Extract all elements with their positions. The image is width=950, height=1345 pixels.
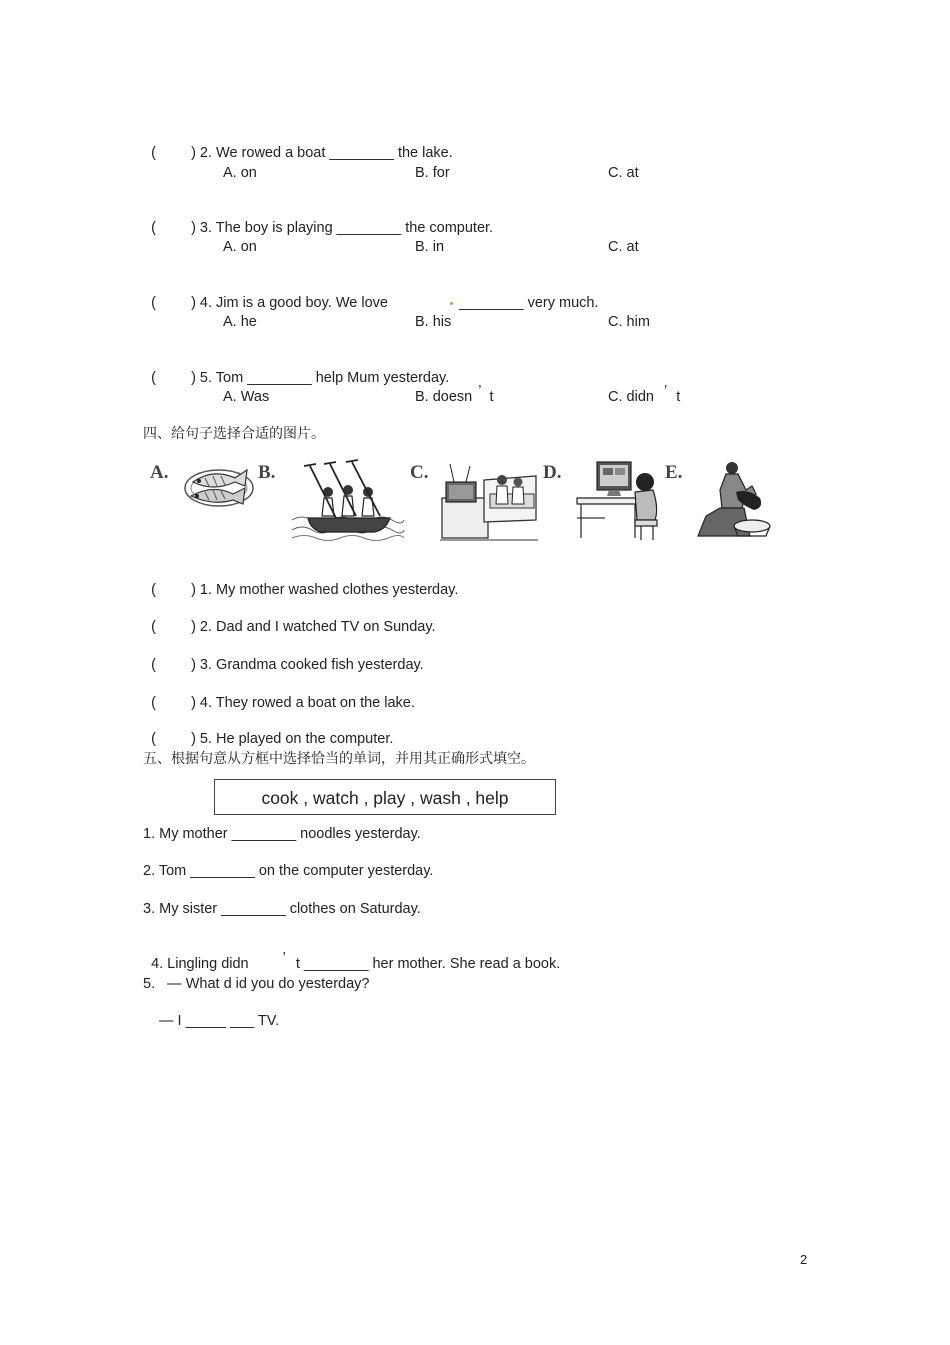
question-text: ) 2. Dad and I watched TV on Sunday. (191, 619, 436, 635)
apostrophe: ’ (282, 950, 286, 966)
computer-picture (575, 460, 661, 547)
picture-label-e: E. (665, 462, 683, 483)
answer-paren[interactable]: ( (151, 657, 156, 673)
q5-item-5-answer: — I _____ ___ TV. (159, 1013, 280, 1029)
question-text: ) 5. He played on the computer. (191, 731, 394, 747)
q4-item-4 (143, 676, 415, 712)
page-number: 2 (800, 1252, 808, 1267)
q5-item-4-part2: t ________ her mother. She read a book. (295, 956, 561, 972)
q5-item-3: 3. My sister ________ clothes on Saturday. (143, 901, 421, 917)
speck-dot (450, 302, 453, 305)
question-text: ) 3. The boy is playing ________ the computer. (191, 220, 494, 236)
q3-item-2 (143, 126, 453, 162)
question-text: ) 5. Tom ________ help Mum yesterday. (191, 370, 450, 386)
washing-clothes-picture (694, 460, 774, 547)
word-box: cook , watch , play , wash , help (214, 779, 556, 815)
option-b: B. his (415, 314, 452, 330)
answer-paren[interactable]: ( (151, 295, 156, 311)
option-c-text: C. didn (608, 389, 654, 405)
answer-paren[interactable]: ( (151, 731, 156, 747)
q3-item-5 (143, 351, 449, 387)
answer-paren[interactable]: ( (151, 220, 156, 236)
fish-plate-picture (183, 460, 255, 517)
picture-label-a: A. (150, 462, 169, 483)
apostrophe: ’ (663, 383, 668, 399)
option-a: A. on (223, 239, 257, 255)
q5-item-2: 2. Tom ________ on the computer yesterday. (143, 863, 434, 879)
option-b-t: t (489, 389, 494, 405)
q4-item-1 (143, 563, 458, 599)
apostrophe: ’ (478, 383, 482, 399)
option-a: A. he (223, 314, 257, 330)
option-c: C. at (608, 239, 639, 255)
question-text-cont: ________ very much. (459, 295, 599, 311)
picture-label-b: B. (258, 462, 276, 483)
q5-item-4-part1: 4. Lingling didn (151, 956, 249, 972)
question-text: ) 4. Jim is a good boy. We love (191, 295, 388, 311)
answer-paren[interactable]: ( (151, 370, 156, 386)
picture-label-c: C. (410, 462, 429, 483)
answer-paren[interactable]: ( (151, 145, 156, 161)
picture-label-d: D. (543, 462, 562, 483)
option-a: A. on (223, 165, 257, 181)
q5-item-1: 1. My mother ________ noodles yesterday. (143, 826, 421, 842)
q3-item-4 (143, 276, 388, 312)
section4-heading: 四、给句子选择合适的图片。 (143, 426, 325, 442)
q3-item-3 (143, 201, 493, 237)
q4-item-3 (143, 638, 424, 674)
question-text: ) 1. My mother washed clothes yesterday. (191, 582, 459, 598)
answer-paren[interactable]: ( (151, 582, 156, 598)
rowing-boat-picture (290, 458, 405, 547)
option-c-t: t (676, 389, 681, 405)
watching-tv-picture (440, 460, 538, 547)
q4-item-5 (143, 712, 393, 748)
option-b: B. in (415, 239, 445, 255)
option-b: B. for (415, 165, 450, 181)
option-b (415, 383, 494, 406)
question-text: ) 4. They rowed a boat on the lake. (191, 695, 415, 711)
q4-item-2 (143, 600, 436, 636)
q5-item-5-question: 5. — What d id you do yesterday? (143, 976, 370, 992)
answer-paren[interactable]: ( (151, 695, 156, 711)
q3-item-4-cont (442, 276, 599, 312)
option-c: C. him (608, 314, 650, 330)
q5-item-4 (143, 937, 561, 973)
option-c (608, 383, 681, 406)
section5-heading: 五、根据句意从方框中选择恰当的单词，并用其正确形式填空。 (143, 751, 535, 767)
question-text: ) 3. Grandma cooked fish yesterday. (191, 657, 424, 673)
question-text: ) 2. We rowed a boat ________ the lake. (191, 145, 453, 161)
answer-paren[interactable]: ( (151, 619, 156, 635)
option-c: C. at (608, 165, 639, 181)
option-a: A. Was (223, 389, 270, 405)
option-b-text: B. doesn (415, 389, 473, 405)
